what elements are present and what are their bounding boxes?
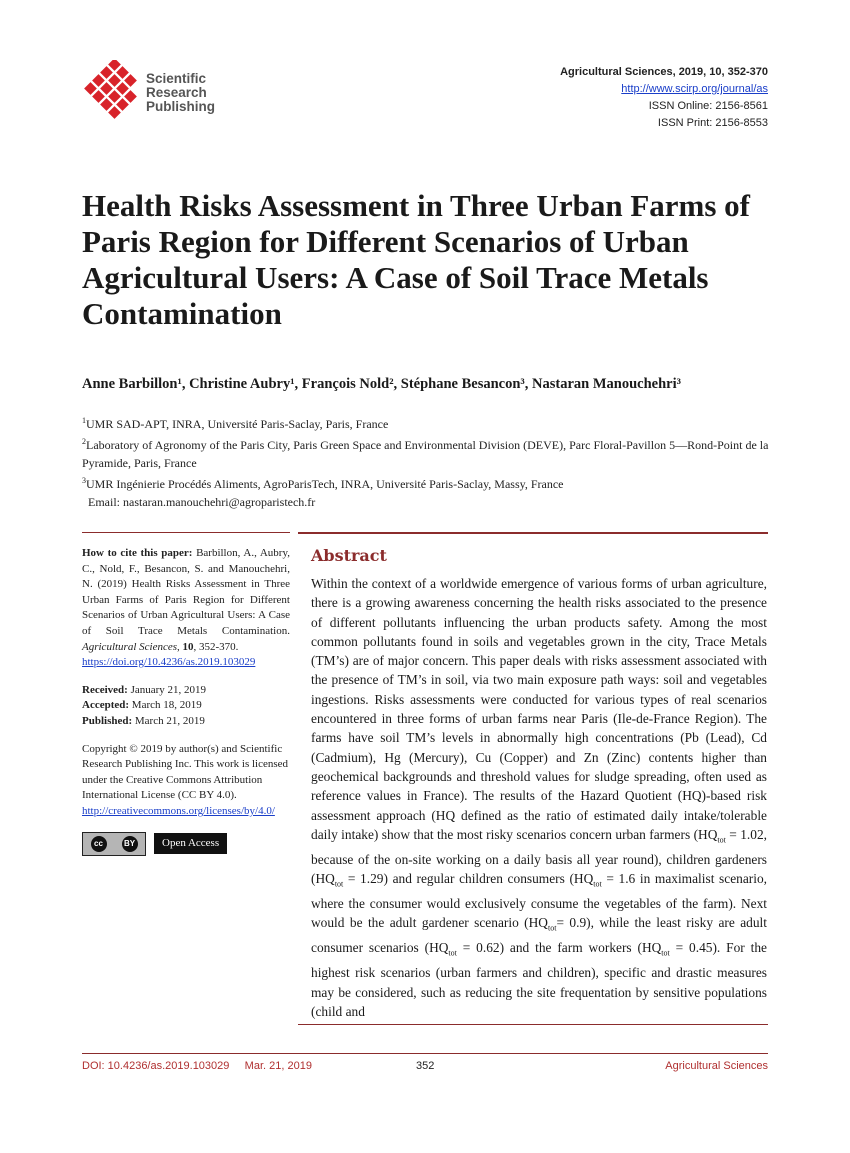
affiliation-2-text: Laboratory of Agronomy of the Paris City, Paris Green Space and Environmental Division (DEVE), Parc Floral-Pavillon 5—Rond-Point de la Pyramide, Paris, France xyxy=(82,438,769,470)
abstract-body xyxy=(311,574,767,1021)
abstract-text-3: = 1.29) and regular children consumers (HQ xyxy=(343,871,594,887)
publisher-line-1: Scientific xyxy=(146,71,207,86)
published-date: March 21, 2019 xyxy=(134,714,205,727)
publisher-name xyxy=(146,72,215,114)
affiliations xyxy=(82,412,782,511)
hq-subscript: tot xyxy=(448,949,457,959)
hq-subscript: tot xyxy=(593,879,602,889)
abstract-divider-bottom xyxy=(298,1024,768,1025)
issn-print: ISSN Print: 2156-8553 xyxy=(657,117,768,129)
published-label: Published: xyxy=(82,714,133,727)
issn-online: ISSN Online: 2156-8561 xyxy=(648,100,768,112)
abstract-text-1: Within the context of a worldwide emergence of various forms of urban agriculture, there is a growing awareness concerning the health risks associated to the presence of different pollutants influencing the urban products safety. Among the most common pollutants found in soils and vegetables grown in the city, Trace Metals (TM’s) are of major concern. This paper deals with risks assessment associated with the presence of TM’s in soil, via two main exposure path ways: soil and vegetables ingestions. Risks assessments were conducted for various types of real scenarios encountered in three forms of urban farms near Paris (Ile-de-France Region). The farms have soil TM’s levels in abnormally high concentrations (Pb (Lead), Cd (Cadmium), Hg (Mercury), Cu (Copper) and Zn (Zinc) contents higher than geochemical backgrounds and threshold values for sludge spreading, often used as reference values in France). The results of the Hazard Quotient (HQ)-based risk assessment approach (HQ defined as the ratio of estimated daily intake/tolerable daily intake) show that the most risky scenarios concern urban farmers (HQ xyxy=(311,576,767,842)
affiliation-1 xyxy=(82,412,782,433)
sidebar xyxy=(82,546,290,856)
abstract-text-7: = 0.45). For the highest risk scenarios (urban farmers and children), specific and drastic measures may be considered, such as reducing the site frequentation by sensitive populations (child and xyxy=(311,940,767,1019)
corresponding-email[interactable]: Email: nastaran.manouchehri@agroparistech.fr xyxy=(88,495,316,509)
received-label: Received: xyxy=(82,683,128,696)
affiliation-2 xyxy=(82,433,782,472)
publisher-line-2: Research xyxy=(146,85,207,100)
footer-doi: DOI: 10.4236/as.2019.103029 Mar. 21, 2019 xyxy=(82,1060,312,1072)
journal-citation-line: Agricultural Sciences, 2019, 10, 352-370 xyxy=(560,66,768,78)
journal-url-link[interactable]: http://www.scirp.org/journal/as xyxy=(621,83,768,95)
received-date: January 21, 2019 xyxy=(130,683,207,696)
page-number: 352 xyxy=(416,1060,435,1072)
hq-subscript: tot xyxy=(661,949,670,959)
cc-by-badge[interactable] xyxy=(82,832,146,856)
accepted-date: March 18, 2019 xyxy=(131,699,202,712)
dates-block xyxy=(82,683,290,730)
affiliation-1-text: UMR SAD-APT, INRA, Université Paris-Saclay, Paris, France xyxy=(86,417,389,431)
citation-journal: Agricultural Sciences xyxy=(82,640,178,653)
citation-text: Barbillon, A., Aubry, C., Nold, F., Besancon, S. and Manouchehri, N. (2019) Health Risks Assessment in Three Urban Farms of Paris Region for Different Scenarios of Urban Agricultural Users: A Case of Soil Trace Metals Contamination. xyxy=(82,547,290,637)
sidebar-divider xyxy=(82,532,290,533)
abstract-text-2: = 1.02, because of the on-site working on a daily basis all year round), children gardeners (HQ xyxy=(311,826,767,887)
accepted-label: Accepted: xyxy=(82,699,130,712)
hq-subscript: tot xyxy=(717,835,726,845)
abstract-text-6: = 0.62) and the farm workers (HQ xyxy=(456,940,662,956)
attribution-icon: BY xyxy=(122,836,138,852)
hq-subscript: tot xyxy=(334,879,344,889)
citation-volume: 10 xyxy=(182,640,194,653)
abstract-divider-top xyxy=(298,532,768,534)
author-list: Anne Barbillon¹, Christine Aubry¹, François Nold², Stéphane Besancon³, Nastaran Manouchehri³ xyxy=(82,376,681,392)
affiliation-3-text: UMR Ingénierie Procédés Aliments, AgroParisTech, INRA, Université Paris-Saclay, Massy, France xyxy=(86,477,564,491)
abstract-text-4: = 1.6 in maximalist scenario, where the consumer would exclusively consume the vegetables of the farm). Next would be the adult gardener scenario (HQ xyxy=(311,871,767,931)
footer-journal: Agricultural Sciences xyxy=(665,1060,768,1072)
affiliation-2-number: 2 xyxy=(82,437,86,446)
license-link[interactable]: http://creativecommons.org/licenses/by/4.0/ xyxy=(82,804,275,817)
copyright-text: Copyright © 2019 by author(s) and Scientific Research Publishing Inc. This work is licensed under the Creative Commons Attribution International License (CC BY 4.0). xyxy=(82,742,289,802)
license-badges xyxy=(82,832,290,856)
abstract-heading: Abstract xyxy=(311,546,387,565)
journal-info xyxy=(560,64,768,132)
hq-subscript: tot xyxy=(547,924,557,934)
footer-divider xyxy=(82,1053,768,1054)
affiliation-3-number: 3 xyxy=(82,476,86,485)
abstract-text-5: = 0.9), while the least risky are adult consumer scenarios (HQ xyxy=(311,915,767,956)
citation-doi-link[interactable]: https://doi.org/10.4236/as.2019.103029 xyxy=(82,656,256,669)
affiliation-1-number: 1 xyxy=(82,416,86,425)
open-access-badge: Open Access xyxy=(154,833,227,855)
affiliation-3 xyxy=(82,472,782,493)
citation-label: How to cite this paper: xyxy=(82,547,193,559)
paper-title: Health Risks Assessment in Three Urban Farms of Paris Region for Different Scenarios of Urban Agricultural Users: A Case of Soil Trace Metals Contamination xyxy=(82,188,750,331)
copyright-block xyxy=(82,742,290,820)
citation-pages: , 352-370. xyxy=(193,640,239,653)
cc-icon: cc xyxy=(91,836,107,852)
citation-block: How to cite this paper: Barbillon, A., Aubry, C., Nold, F., Besancon, S. and Manouchehri, N. (2019) Health Risks Assessment in Three Urban Farms of Paris Region for Different Scenarios of Urban Agricultural Users: A Case of Soil Trace Metals Contamination. Agricultural Sciences, 10, 352-370. https://doi.org/10.4236/as.2019.103029 xyxy=(82,547,290,669)
publisher-line-3: Publishing xyxy=(146,99,215,114)
